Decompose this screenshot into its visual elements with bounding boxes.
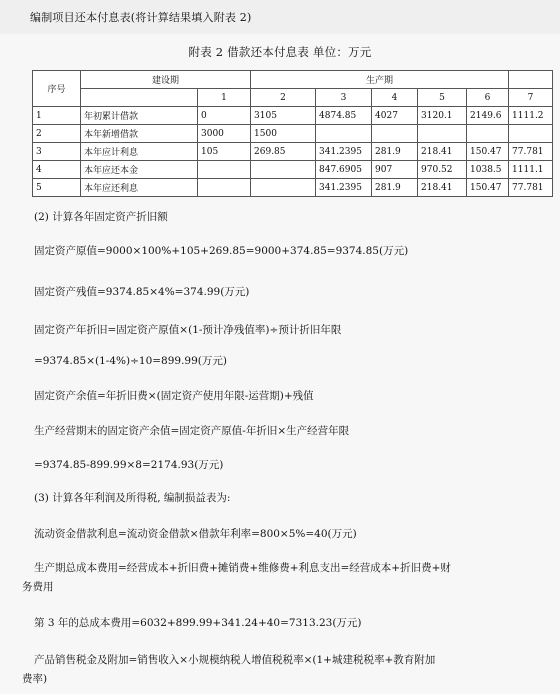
- table-header-row: [33, 71, 553, 89]
- row-seq: 1: [33, 107, 81, 125]
- row-seq: 2: [33, 125, 81, 143]
- cell: 3000: [198, 125, 251, 143]
- paragraph-line: 生产经营期末的固定资产余值=固定资产原值-年折旧×生产经营年限: [34, 425, 350, 437]
- header-blank: [509, 71, 553, 89]
- cell: 77.781: [509, 179, 553, 197]
- paragraph-line: 流动资金借款利息=流动资金借款×借款年利率=800×5%=40(万元): [34, 528, 357, 540]
- cell: [251, 161, 316, 179]
- year-col-5: 5: [418, 89, 467, 107]
- cell: 105: [198, 143, 251, 161]
- paragraph-line: 固定资产原值=9000×100%+105+269.85=9000+374.85=9374.85(万元): [34, 245, 409, 257]
- paragraph-line: 第 3 年的总成本费用=6032+899.99+341.24+40=7313.23(万元): [34, 617, 362, 629]
- header-production: 生产期: [251, 71, 509, 89]
- cell: 4874.85: [316, 107, 372, 125]
- table-row: [33, 125, 553, 143]
- heading-bar: [0, 0, 560, 34]
- cell: 847.6905: [316, 161, 372, 179]
- year-col-2: 2: [251, 89, 316, 107]
- paragraph-line: 固定资产年折旧=固定资产原值×(1-预计净残值率)÷预计折旧年限: [34, 324, 342, 336]
- cell: [251, 179, 316, 197]
- row-item: 年初累计借款: [81, 107, 198, 125]
- cell: [467, 125, 509, 143]
- cell: 1038.5: [467, 161, 509, 179]
- cell: 150.47: [467, 143, 509, 161]
- year-col-7: 7: [509, 89, 553, 107]
- year-blank: [81, 89, 198, 107]
- cell: 1111.2: [509, 107, 553, 125]
- cell: 2149.6: [467, 107, 509, 125]
- paragraph-line: =9374.85×(1-4%)÷10=899.99(万元): [34, 355, 227, 367]
- table-row: [33, 143, 553, 161]
- table-caption: 附表 2 借款还本付息表 单位：万元: [188, 45, 372, 59]
- cell: [198, 179, 251, 197]
- cell: [372, 125, 418, 143]
- table-year-row: [33, 89, 553, 107]
- paragraph-line: 固定资产余值=年折旧费×(固定资产使用年限-运营期)+残值: [34, 390, 314, 402]
- table-row: [33, 179, 553, 197]
- year-col-6: 6: [467, 89, 509, 107]
- cell: 281.9: [372, 179, 418, 197]
- header-seq: 序号: [33, 71, 81, 107]
- cell: 4027: [372, 107, 418, 125]
- cell: 1111.1: [509, 161, 553, 179]
- paragraph-line: 生产期总成本费用=经营成本+折旧费+摊销费+维修费+利息支出=经营成本+折旧费+财: [34, 562, 451, 574]
- cell: 3105: [251, 107, 316, 125]
- row-item: 本年应计利息: [81, 143, 198, 161]
- cell: [198, 161, 251, 179]
- table-row: [33, 161, 553, 179]
- year-col-4: 4: [372, 89, 418, 107]
- section-heading: (3) 计算各年利润及所得税, 编制损益表为:: [34, 492, 231, 504]
- cell: [418, 125, 467, 143]
- cell: 269.85: [251, 143, 316, 161]
- repayment-table: [32, 70, 553, 197]
- cell: 218.41: [418, 179, 467, 197]
- row-item: 本年新增借款: [81, 125, 198, 143]
- section-heading: (2) 计算各年固定资产折旧额: [34, 211, 168, 223]
- row-seq: 5: [33, 179, 81, 197]
- year-col-3: 3: [316, 89, 372, 107]
- cell: 150.47: [467, 179, 509, 197]
- cell: 907: [372, 161, 418, 179]
- cell: 218.41: [418, 143, 467, 161]
- cell: 970.52: [418, 161, 467, 179]
- cell: 341.2395: [316, 179, 372, 197]
- cell: 341.2395: [316, 143, 372, 161]
- cell: 281.9: [372, 143, 418, 161]
- paragraph-line-continued: 务费用: [22, 581, 54, 593]
- cell: 3120.1: [418, 107, 467, 125]
- row-seq: 4: [33, 161, 81, 179]
- paragraph-line: 固定资产残值=9374.85×4%=374.99(万元): [34, 286, 250, 298]
- document-heading: 编制项目还本付息表(将计算结果填入附表 2): [30, 11, 252, 24]
- header-construction: 建设期: [81, 71, 251, 89]
- year-col-1: 1: [198, 89, 251, 107]
- table-row: [33, 107, 553, 125]
- cell: 1500: [251, 125, 316, 143]
- paragraph-line: 产品销售税金及附加=销售收入×小规模纳税人增值税税率×(1+城建税税率+教育附加: [34, 654, 436, 666]
- cell: 77.781: [509, 143, 553, 161]
- cell: 0: [198, 107, 251, 125]
- cell: [316, 125, 372, 143]
- row-item: 本年应还利息: [81, 179, 198, 197]
- row-seq: 3: [33, 143, 81, 161]
- cell: [509, 125, 553, 143]
- paragraph-line: =9374.85-899.99×8=2174.93(万元): [34, 459, 224, 471]
- row-item: 本年应还本金: [81, 161, 198, 179]
- paragraph-line-continued: 费率): [22, 673, 48, 685]
